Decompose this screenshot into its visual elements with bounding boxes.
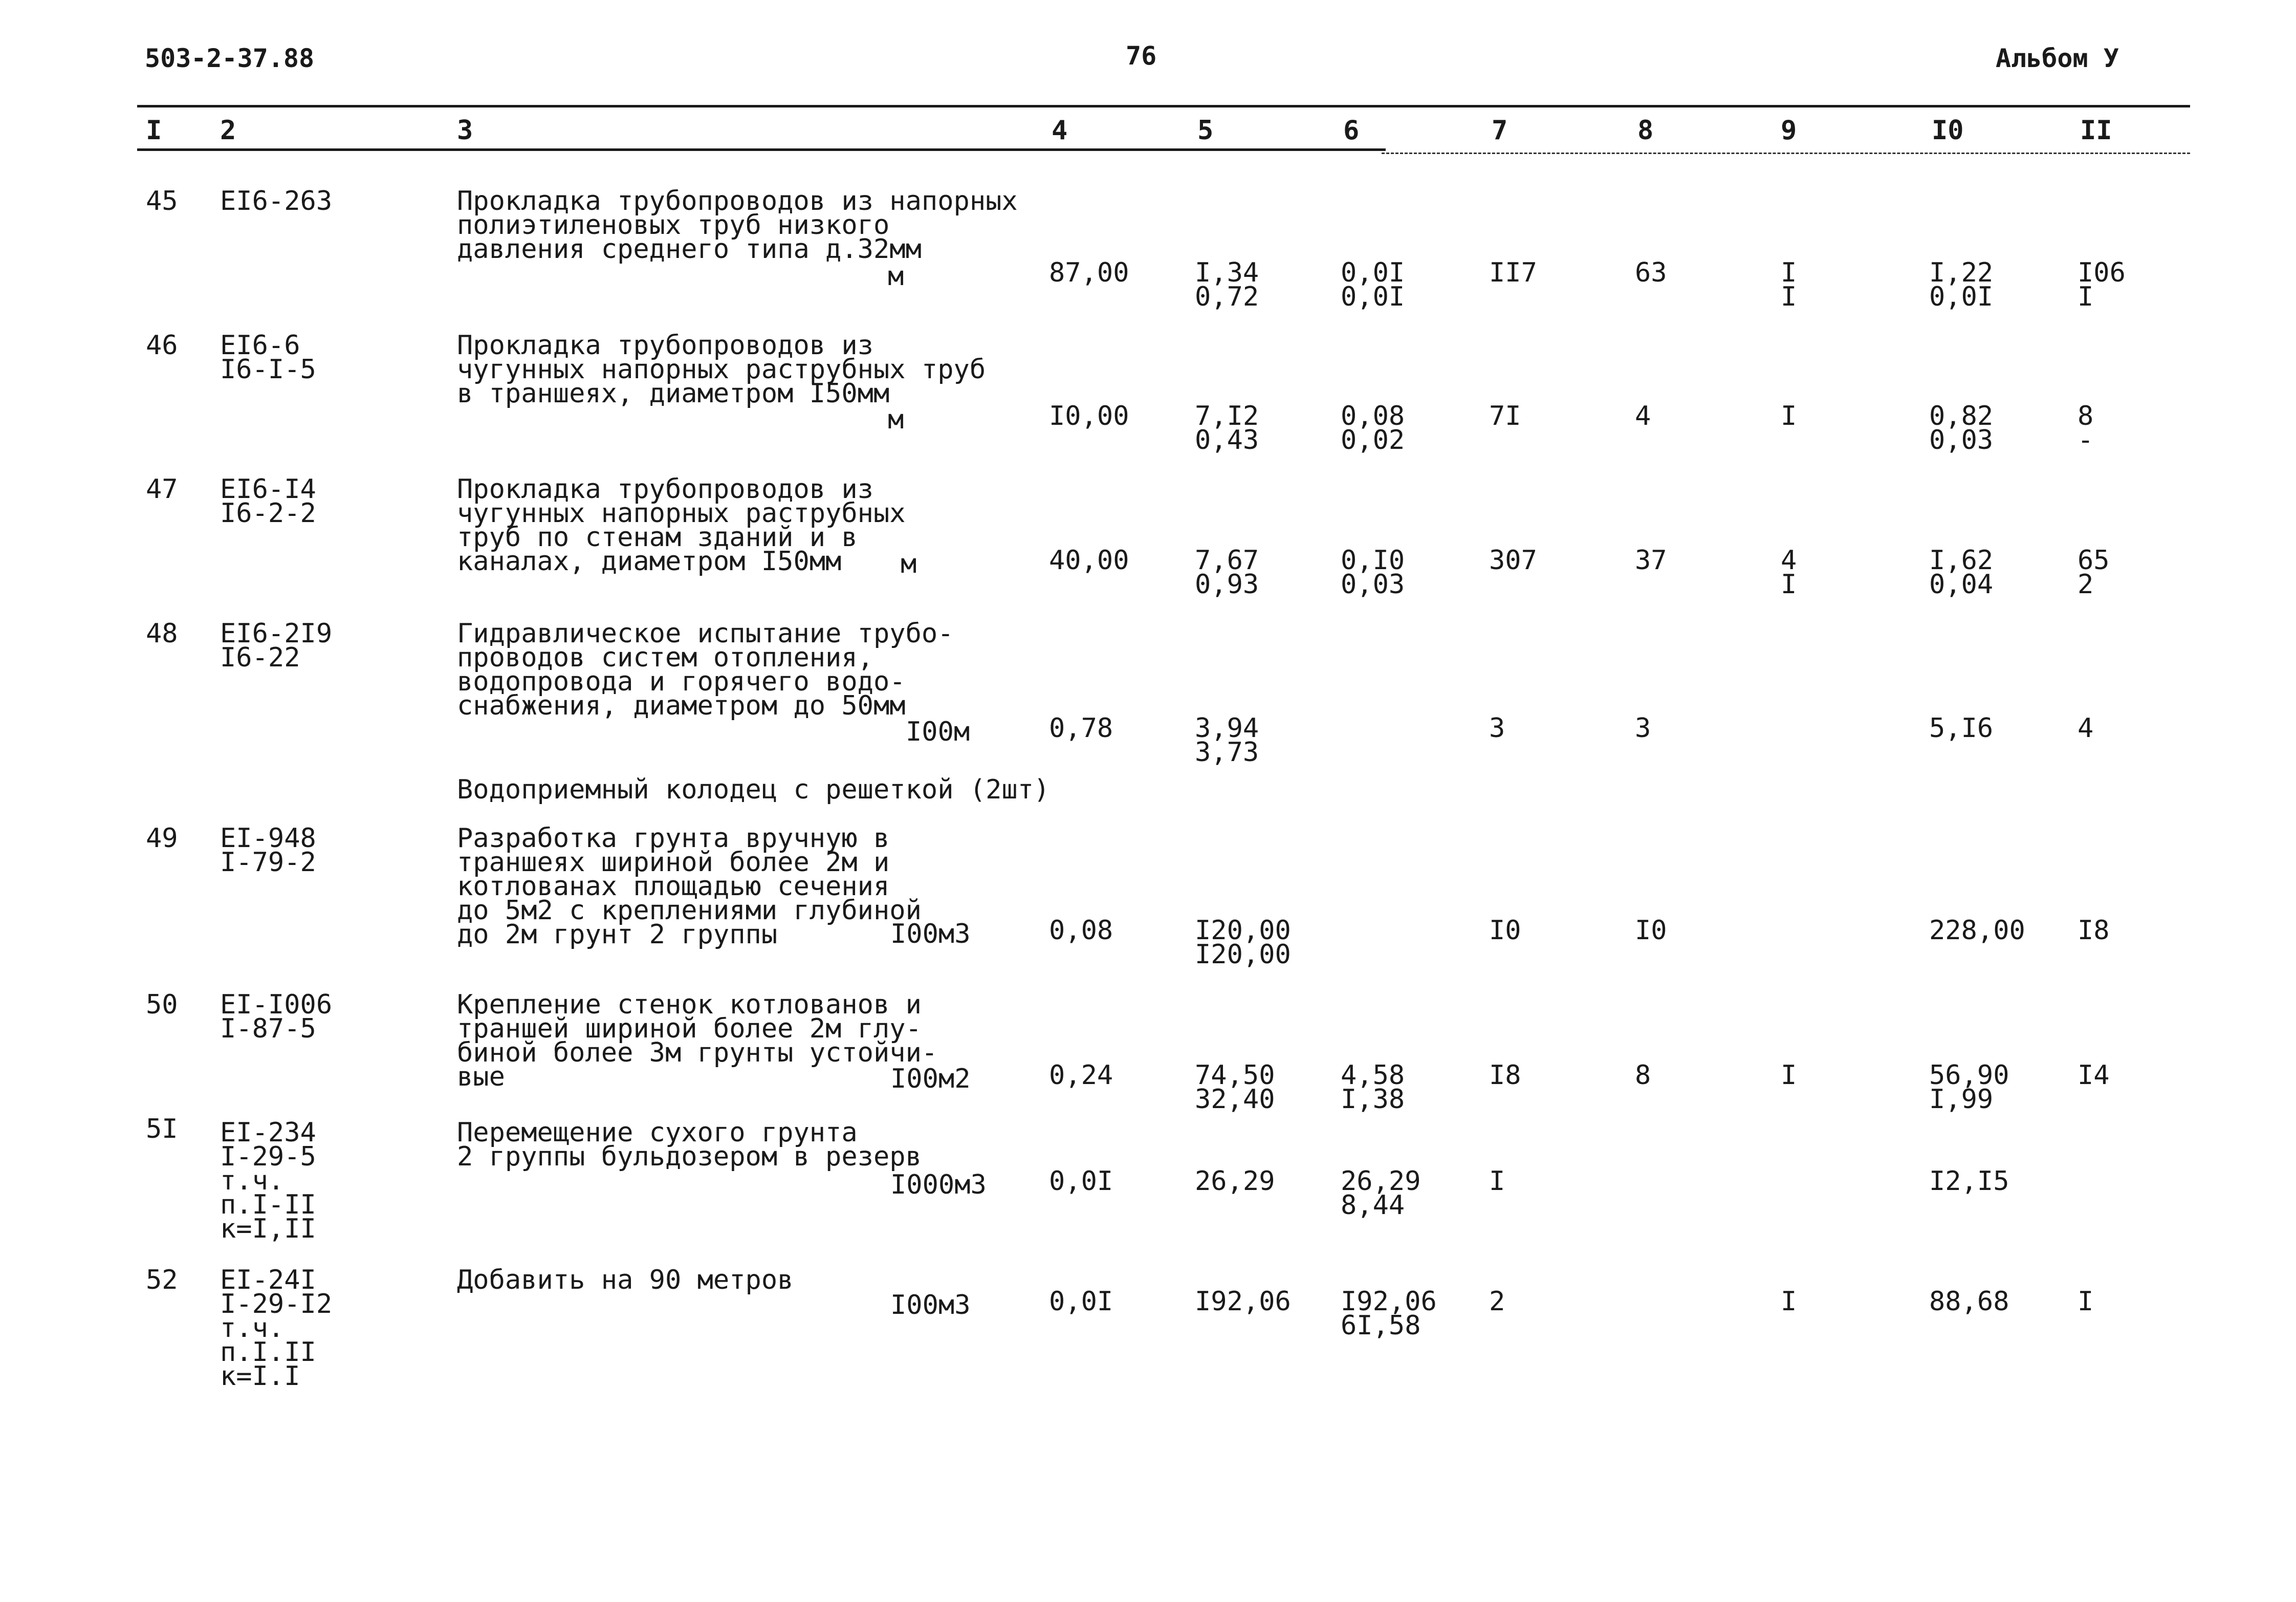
row-52-number: 52 bbox=[146, 1265, 178, 1295]
row-52-col7: 2 bbox=[1489, 1286, 1505, 1317]
row-52-col6: I92,06 6I,58 bbox=[1341, 1286, 1437, 1341]
row-45-unit: м bbox=[888, 261, 904, 292]
table-header-bottom-rule bbox=[137, 148, 1386, 151]
row-52-code: EI-24I I-29-I2 т.ч. п.I.II к=I.I bbox=[220, 1265, 333, 1392]
row-47-number: 47 bbox=[146, 474, 178, 505]
row-51-col10: I2,I5 bbox=[1929, 1166, 2009, 1197]
table-top-rule bbox=[137, 105, 2190, 107]
row-50-description: Крепление стенок котлованов и траншей шириной более 2м глу- биной более 3м грунты устойчи- вые bbox=[457, 989, 938, 1092]
column-header-5: 5 bbox=[1197, 115, 1214, 146]
row-48-col10: 5,I6 bbox=[1929, 713, 1994, 744]
row-51-code: EI-234 I-29-5 т.ч. п.I-II к=I,II bbox=[220, 1117, 316, 1244]
row-45-col10: I,22 0,0I bbox=[1929, 257, 1994, 312]
row-49-col4: 0,08 bbox=[1049, 915, 1113, 946]
row-51-col4: 0,0I bbox=[1049, 1166, 1113, 1197]
row-46-code: EI6-6 I6-I-5 bbox=[220, 330, 316, 385]
row-52-col10: 88,68 bbox=[1929, 1286, 2009, 1317]
column-header-3: 3 bbox=[457, 115, 473, 146]
row-51-number: 5I bbox=[146, 1114, 178, 1144]
row-47-col6: 0,I0 0,03 bbox=[1341, 545, 1405, 600]
row-52-unit: I00м3 bbox=[890, 1290, 971, 1320]
row-46-col9: I bbox=[1781, 401, 1797, 431]
row-47-col7: 307 bbox=[1489, 545, 1537, 576]
row-49-code: EI-948 I-79-2 bbox=[220, 823, 316, 878]
row-46-col5: 7,I2 0,43 bbox=[1195, 401, 1259, 456]
row-50-col9: I bbox=[1781, 1060, 1797, 1091]
row-48-col8: 3 bbox=[1635, 713, 1651, 744]
column-header-8: 8 bbox=[1637, 115, 1654, 146]
row-47-unit: м bbox=[901, 549, 917, 579]
row-51-col7: I bbox=[1489, 1166, 1505, 1197]
album-label: Альбом У bbox=[1996, 44, 2119, 73]
row-46-col7: 7I bbox=[1489, 401, 1521, 431]
row-49-description: Разработка грунта вручную в траншеях шириной более 2м и котлованах площадью сечения до 5м2 с креплениями глубиной до 2м грунт 2 группы bbox=[457, 823, 922, 950]
row-45-description: Прокладка трубопроводов из напорных полиэтиленовых труб низкого давления среднего типа д.32мм bbox=[457, 186, 1018, 265]
column-header-9: 9 bbox=[1781, 115, 1797, 146]
table-header-bottom-rule-right bbox=[1382, 153, 2190, 154]
row-51-col5: 26,29 bbox=[1195, 1166, 1275, 1197]
document-code: 503-2-37.88 bbox=[145, 44, 315, 73]
row-47-col9: 4 I bbox=[1781, 545, 1797, 600]
row-46-number: 46 bbox=[146, 330, 178, 361]
row-49-col7: I0 bbox=[1489, 915, 1521, 946]
row-51-unit: I000м3 bbox=[890, 1170, 987, 1200]
row-48-col11: 4 bbox=[2078, 713, 2094, 744]
column-header-11: II bbox=[2080, 115, 2112, 146]
row-52-col9: I bbox=[1781, 1286, 1797, 1317]
row-45-col11: I06 I bbox=[2078, 257, 2126, 312]
row-49-col8: I0 bbox=[1635, 915, 1667, 946]
row-45-col5: I,34 0,72 bbox=[1195, 257, 1259, 312]
row-48-col4: 0,78 bbox=[1049, 713, 1113, 744]
row-52-col11: I bbox=[2078, 1286, 2094, 1317]
row-45-col8: 63 bbox=[1635, 257, 1667, 288]
row-50-col6: 4,58 I,38 bbox=[1341, 1060, 1405, 1115]
column-header-4: 4 bbox=[1052, 115, 1068, 146]
row-47-code: EI6-I4 I6-2-2 bbox=[220, 474, 316, 529]
row-50-col10: 56,90 I,99 bbox=[1929, 1060, 2009, 1115]
row-50-col4: 0,24 bbox=[1049, 1060, 1113, 1091]
column-header-1: I bbox=[146, 115, 162, 146]
row-48-col7: 3 bbox=[1489, 713, 1505, 744]
row-47-col8: 37 bbox=[1635, 545, 1667, 576]
row-52-description: Добавить на 90 метров bbox=[457, 1265, 794, 1295]
row-50-number: 50 bbox=[146, 989, 178, 1020]
row-50-code: EI-I006 I-87-5 bbox=[220, 989, 333, 1044]
row-45-code: EI6-263 bbox=[220, 186, 333, 217]
row-48-number: 48 bbox=[146, 618, 178, 649]
row-46-col10: 0,82 0,03 bbox=[1929, 401, 1994, 456]
page-number: 76 bbox=[1126, 41, 1157, 71]
column-header-7: 7 bbox=[1492, 115, 1508, 146]
row-47-col11: 65 2 bbox=[2078, 545, 2110, 600]
row-45-col6: 0,0I 0,0I bbox=[1341, 257, 1405, 312]
row-48-description: Гидравлическое испытание трубо- проводов систем отопления, водопровода и горячего водо- снабжения, диаметром до 50мм bbox=[457, 618, 954, 721]
row-46-description: Прокладка трубопроводов из чугунных напорных раструбных труб в траншеях, диаметром I50мм bbox=[457, 330, 986, 409]
row-46-col6: 0,08 0,02 bbox=[1341, 401, 1405, 456]
row-47-col10: I,62 0,04 bbox=[1929, 545, 1994, 600]
row-49-col11: I8 bbox=[2078, 915, 2110, 946]
row-50-unit: I00м2 bbox=[890, 1064, 971, 1094]
row-51-description: Перемещение сухого грунта 2 группы бульдозером в резерв bbox=[457, 1117, 922, 1172]
row-46-col11: 8 - bbox=[2078, 401, 2094, 456]
row-46-col4: I0,00 bbox=[1049, 401, 1129, 431]
row-49-number: 49 bbox=[146, 823, 178, 854]
row-48-col5: 3,94 3,73 bbox=[1195, 713, 1259, 768]
row-46-col8: 4 bbox=[1635, 401, 1651, 431]
row-49-col5: I20,00 I20,00 bbox=[1195, 915, 1291, 970]
row-47-description: Прокладка трубопроводов из чугунных напорных раструбных труб по стенам зданий и в каналах, диаметром I50мм bbox=[457, 474, 906, 577]
row-48-unit: I00м bbox=[906, 717, 970, 747]
row-52-col4: 0,0I bbox=[1049, 1286, 1113, 1317]
row-45-col7: II7 bbox=[1489, 257, 1537, 288]
row-50-col11: I4 bbox=[2078, 1060, 2110, 1091]
row-48-code: EI6-2I9 I6-22 bbox=[220, 618, 333, 673]
row-52-col5: I92,06 bbox=[1195, 1286, 1291, 1317]
row-46-unit: м bbox=[888, 404, 904, 435]
row-47-col4: 40,00 bbox=[1049, 545, 1129, 576]
row-47-col5: 7,67 0,93 bbox=[1195, 545, 1259, 600]
column-header-6: 6 bbox=[1343, 115, 1360, 146]
column-header-2: 2 bbox=[220, 115, 236, 146]
section-heading: Водоприемный колодец с решеткой (2шт) bbox=[457, 774, 1050, 805]
row-45-number: 45 bbox=[146, 186, 178, 217]
row-49-unit: I00м3 bbox=[890, 919, 971, 949]
row-50-col7: I8 bbox=[1489, 1060, 1521, 1091]
row-50-col5: 74,50 32,40 bbox=[1195, 1060, 1275, 1115]
column-header-10: I0 bbox=[1932, 115, 1964, 146]
row-49-col10: 228,00 bbox=[1929, 915, 2025, 946]
row-45-col9: I I bbox=[1781, 257, 1797, 312]
row-45-col4: 87,00 bbox=[1049, 257, 1129, 288]
row-50-col8: 8 bbox=[1635, 1060, 1651, 1091]
row-51-col6: 26,29 8,44 bbox=[1341, 1166, 1421, 1221]
